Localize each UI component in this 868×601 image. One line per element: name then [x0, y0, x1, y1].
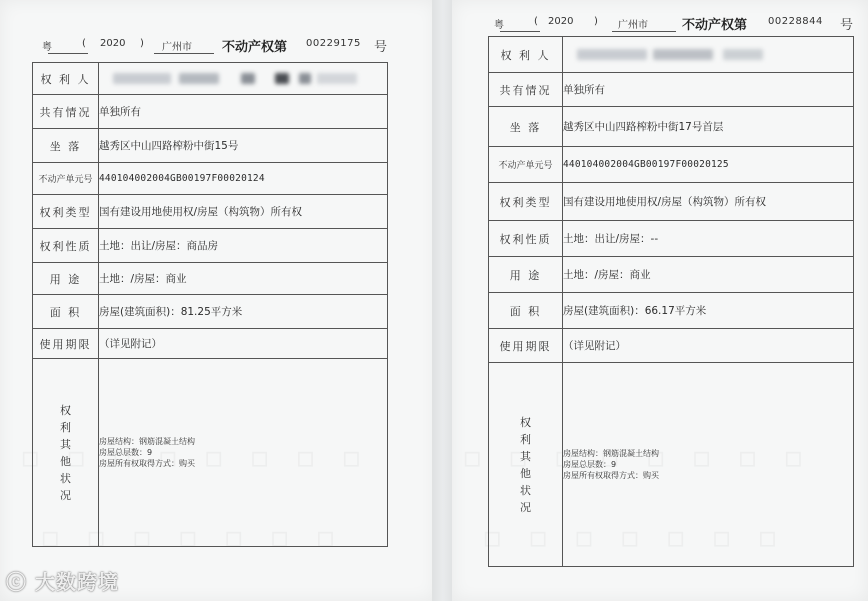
row-right-type	[33, 195, 388, 229]
label-owner: 权 利 人	[33, 63, 99, 95]
underline	[154, 53, 214, 54]
label-right-nature: 权利性质	[33, 229, 99, 263]
paren-open: (	[82, 38, 86, 49]
row-location	[33, 129, 388, 163]
certificate-suffix: 号	[374, 40, 388, 55]
year: 2020	[100, 38, 126, 49]
paren-open: (	[534, 16, 538, 27]
term-value: （详见附记）	[99, 329, 388, 359]
property-register-table	[488, 36, 854, 567]
location-value: 越秀区中山四路榨粉中街17号首层	[563, 107, 854, 147]
city: 广州市	[618, 20, 648, 31]
area-value: 房屋(建筑面积)：66.17平方米	[563, 293, 854, 329]
note-line: 房屋总层数：9	[563, 460, 617, 469]
right-nature-value: 土地：出让/房屋：--	[563, 221, 854, 257]
label-share: 共有情况	[33, 95, 99, 129]
row-area	[33, 295, 388, 329]
right-type-value: 国有建设用地使用权/房屋（构筑物）所有权	[563, 183, 854, 221]
row-owner	[33, 63, 388, 95]
certificate-title: 不动产权第	[682, 18, 748, 33]
row-term	[33, 329, 388, 359]
right-type-value: 国有建设用地使用权/房屋（构筑物）所有权	[99, 195, 388, 229]
unit-number-value: 440104002004GB00197F00020125	[563, 147, 854, 183]
property-register-table	[32, 62, 388, 547]
note-line: 房屋所有权取得方式：购买	[99, 459, 195, 468]
label-owner: 权 利 人	[489, 37, 563, 73]
book-gutter	[432, 0, 454, 601]
row-unit-number	[33, 163, 388, 195]
row-area	[489, 293, 854, 329]
row-usage	[33, 263, 388, 295]
certificate-number: 00229175	[306, 38, 361, 49]
location-value: 越秀区中山四路榨粉中街15号	[99, 129, 388, 163]
label-other-status	[489, 363, 563, 567]
label-right-nature: 权利性质	[489, 221, 563, 257]
unit-number-value: 440104002004GB00197F00020124	[99, 163, 388, 195]
label-term: 使用期限	[33, 329, 99, 359]
province-prefix: 粤	[494, 20, 504, 31]
certificate-header	[494, 16, 864, 32]
row-right-nature	[489, 221, 854, 257]
usage-value: 土地：/房屋：商业	[99, 263, 388, 295]
row-right-type	[489, 183, 854, 221]
row-right-nature	[33, 229, 388, 263]
paren-close: )	[594, 16, 598, 27]
note-line: 房屋所有权取得方式：购买	[563, 471, 659, 480]
row-location	[489, 107, 854, 147]
label-right-type: 权利类型	[33, 195, 99, 229]
underline	[48, 53, 88, 54]
label-location: 坐 落	[489, 107, 563, 147]
vertical-label: 权利其他状况	[60, 403, 71, 502]
row-term	[489, 329, 854, 363]
label-other-status	[33, 359, 99, 547]
certificate-page-right	[452, 0, 868, 601]
row-other-status	[33, 359, 388, 547]
paren-close: )	[140, 38, 144, 49]
share-value: 单独所有	[99, 95, 388, 129]
note-line: 房屋总层数：9	[99, 448, 153, 457]
watermark-logo	[6, 566, 119, 595]
city: 广州市	[162, 42, 192, 53]
usage-value: 土地：/房屋：商业	[563, 257, 854, 293]
label-usage: 用 途	[33, 263, 99, 295]
label-location: 坐 落	[33, 129, 99, 163]
term-value: （详见附记）	[563, 329, 854, 363]
other-status-notes	[563, 363, 854, 567]
label-right-type: 权利类型	[489, 183, 563, 221]
label-area: 面 积	[489, 293, 563, 329]
label-area: 面 积	[33, 295, 99, 329]
row-unit-number	[489, 147, 854, 183]
other-status-notes	[99, 359, 388, 547]
label-share: 共有情况	[489, 73, 563, 107]
row-other-status	[489, 363, 854, 567]
logo-mark-icon: ⓒ	[6, 570, 27, 594]
owner-value-redacted	[563, 37, 854, 73]
note-line: 房屋结构：钢筋混凝土结构	[99, 437, 195, 446]
share-value: 单独所有	[563, 73, 854, 107]
certificate-header	[42, 38, 402, 54]
year: 2020	[548, 16, 574, 27]
logo-text: 大数跨境	[34, 570, 119, 594]
row-usage	[489, 257, 854, 293]
label-unit-number: 不动产单元号	[489, 147, 563, 183]
label-unit-number: 不动产单元号	[33, 163, 99, 195]
certificate-suffix: 号	[840, 18, 854, 33]
right-nature-value: 土地：出让/房屋：商品房	[99, 229, 388, 263]
underline	[500, 31, 540, 32]
row-owner	[489, 37, 854, 73]
note-line: 房屋结构：钢筋混凝土结构	[563, 449, 659, 458]
label-usage: 用 途	[489, 257, 563, 293]
certificate-title: 不动产权第	[222, 40, 288, 55]
certificate-number: 00228844	[768, 16, 823, 27]
owner-value-redacted	[99, 63, 388, 95]
underline	[612, 31, 676, 32]
row-share	[489, 73, 854, 107]
province-prefix: 粤	[42, 42, 52, 53]
row-share	[33, 95, 388, 129]
area-value: 房屋(建筑面积)：81.25平方米	[99, 295, 388, 329]
vertical-label: 权利其他状况	[520, 415, 531, 514]
label-term: 使用期限	[489, 329, 563, 363]
